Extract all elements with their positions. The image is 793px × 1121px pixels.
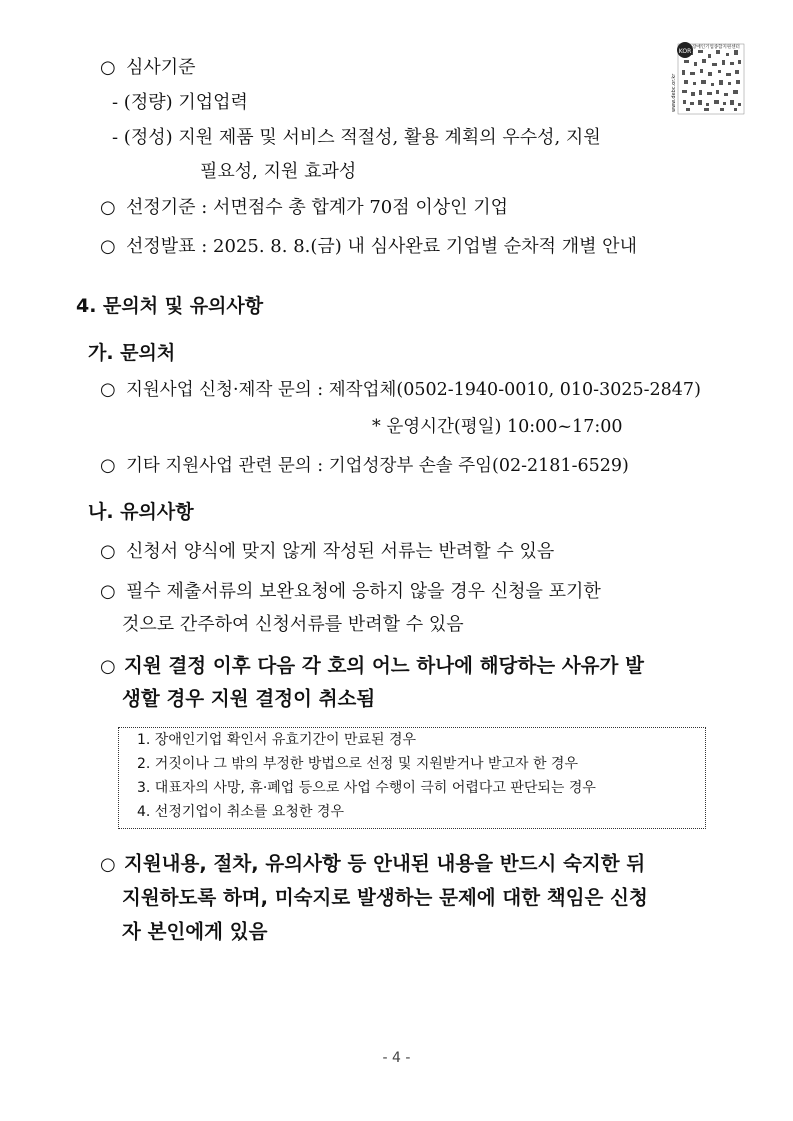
bullet-circle: ○ [100, 656, 116, 677]
note-supplement-cont: 것으로 간주하여 신청서류를 반려할 수 있음 [122, 614, 464, 635]
bullet-circle: ○ [100, 379, 116, 400]
cancellation-reason: 4. 선정기업이 취소를 요청한 경우 [137, 804, 344, 820]
note-form-rejection: 신청서 양식에 맞지 않게 작성된 서류는 반려할 수 있음 [126, 541, 555, 562]
cancellation-reason: 2. 거짓이나 그 밖의 부정한 방법으로 선정 및 지원받거나 받고자 한 경우 [137, 756, 578, 772]
criteria-qualitative: - (정성) 지원 제품 및 서비스 적절성, 활용 계획의 우수성, 지원 [112, 127, 601, 148]
note-supplement: 필수 제출서류의 보완요청에 응하지 않을 경우 신청을 포기한 [126, 581, 601, 602]
qr-code-icon [668, 38, 748, 118]
page-number: - 4 - [382, 1050, 411, 1066]
contact-production: 지원사업 신청·제작 문의 : 제작업체(0502-1940-0010, 010-3025-2847) [126, 380, 701, 400]
note-cancellation: 지원 결정 이후 다음 각 호의 어느 하나에 해당하는 사유가 발 [124, 654, 644, 677]
bullet-circle: ○ [100, 236, 116, 257]
certification-badge [668, 38, 748, 118]
note-responsibility: 지원내용, 절차, 유의사항 등 안내된 내용을 반드시 숙지한 뒤 [124, 852, 646, 875]
bullet-circle: ○ [100, 581, 116, 602]
criteria-qualitative-cont: 필요성, 지원 효과성 [200, 161, 357, 182]
note-responsibility-cont: 지원하도록 하며, 미숙지로 발생하는 문제에 대한 책임은 신청 [122, 886, 648, 909]
bullet-circle: ○ [100, 854, 116, 875]
badge-logo: KOR [678, 48, 692, 55]
bullet-circle: ○ [100, 197, 116, 218]
bullet-circle: ○ [100, 455, 116, 476]
bullet-circle: ○ [100, 541, 116, 562]
note-cancellation-cont: 생할 경우 지원 결정이 취소됨 [122, 687, 376, 710]
cancellation-reasons-box [118, 727, 706, 829]
subsection-title-notes: 나. 유의사항 [88, 501, 194, 523]
badge-url: www.debc.or.kr [671, 73, 677, 112]
bullet-circle: ○ [100, 57, 116, 78]
note-responsibility-cont: 자 본인에게 있음 [122, 920, 268, 943]
cancellation-reason: 3. 대표자의 사망, 휴·폐업 등으로 사업 수행이 극히 어렵다고 판단되는 경우 [137, 780, 596, 796]
badge-title: 장애인기업종합지원센터 [692, 45, 740, 50]
criteria-quantitative: - (정량) 기업업력 [112, 92, 248, 113]
cancellation-reason: 1. 장애인기업 확인서 유효기간이 만료된 경우 [137, 732, 417, 748]
section-title: 4. 문의처 및 유의사항 [76, 295, 264, 317]
subsection-title-contacts: 가. 문의처 [88, 342, 176, 364]
operating-hours: * 운영시간(평일) 10:00~17:00 [372, 417, 623, 437]
contact-other: 기타 지원사업 관련 문의 : 기업성장부 손솔 주임(02-2181-6529) [126, 456, 629, 476]
criteria-label: 심사기준 [126, 57, 196, 78]
selection-standard: 선정기준 : 서면점수 총 합계가 70점 이상인 기업 [126, 197, 509, 218]
selection-announcement: 선정발표 : 2025. 8. 8.(금) 내 심사완료 기업별 순차적 개별 안내 [126, 236, 637, 257]
